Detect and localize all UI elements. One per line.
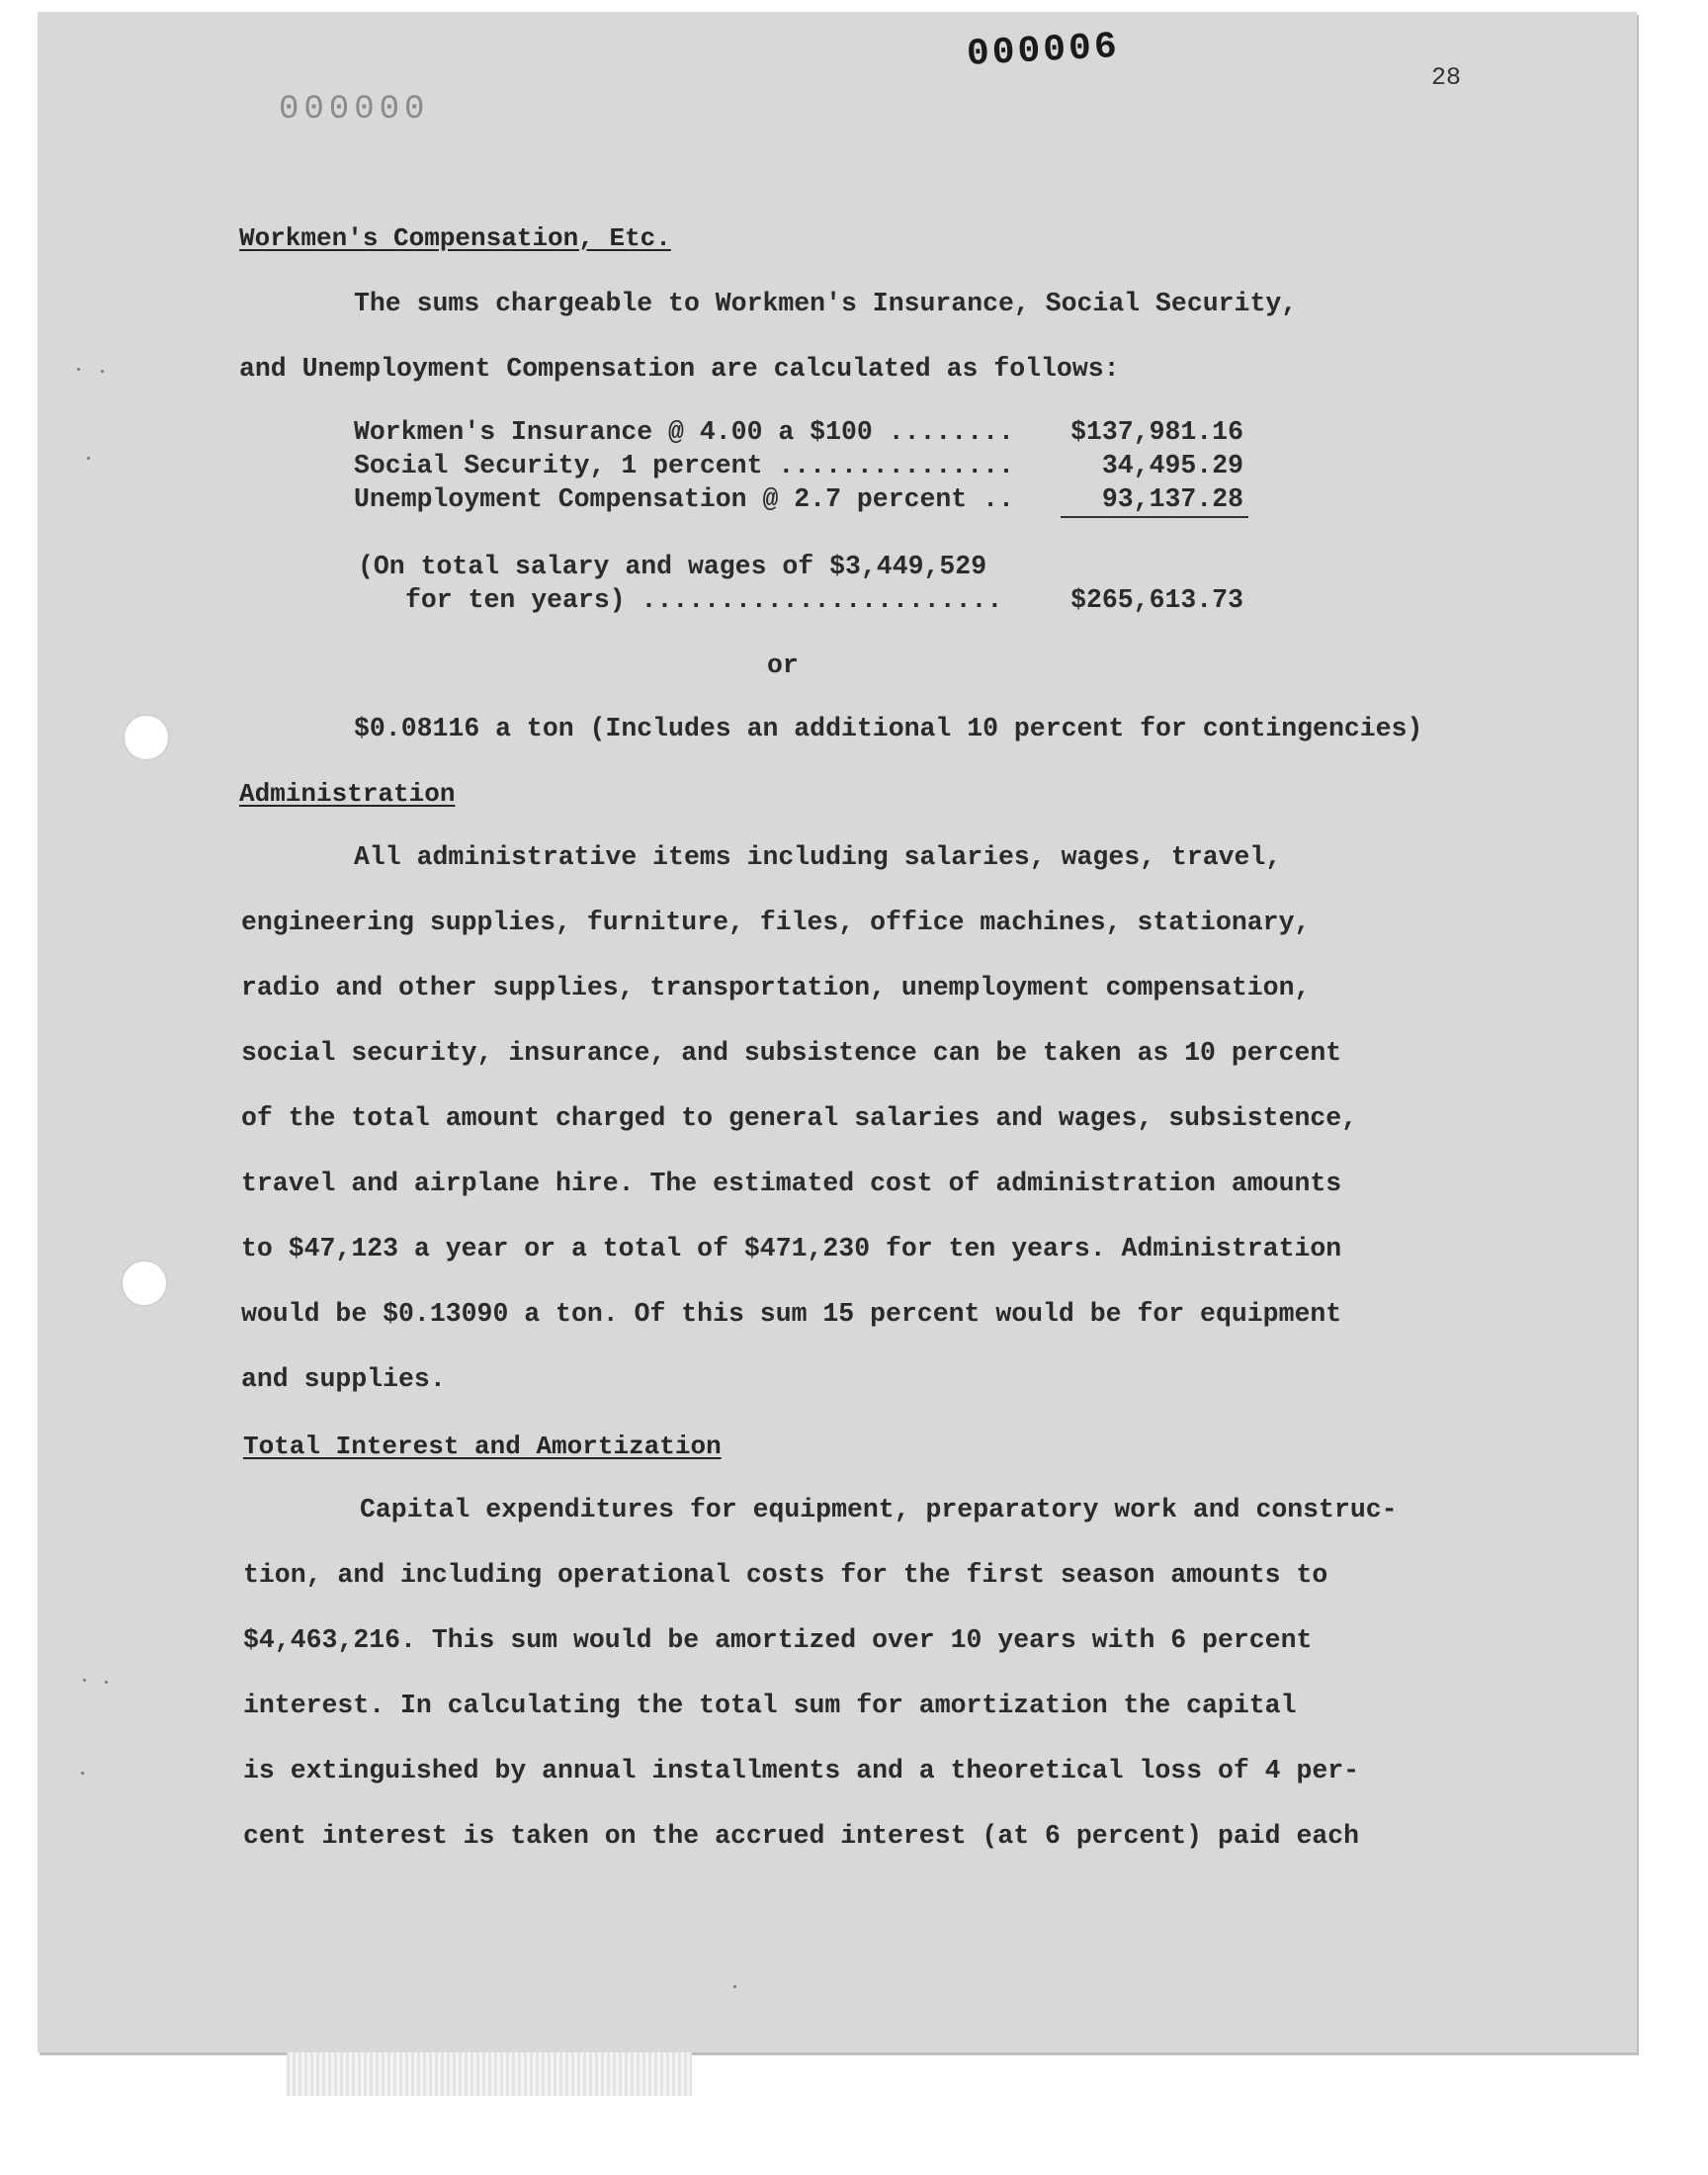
paragraph-line: cent interest is taken on the accrued interest (at 6 percent) paid each [243, 1821, 1360, 1851]
scan-artifact-strip [287, 2052, 692, 2096]
scan-speck [105, 1681, 108, 1684]
scan-speck [81, 1772, 84, 1775]
section-heading-interest: Total Interest and Amortization [243, 1432, 722, 1461]
paragraph-line: Capital expenditures for equipment, preparatory work and construc- [360, 1495, 1398, 1524]
section-heading-workmens: Workmen's Compensation, Etc. [239, 223, 671, 253]
scan-speck [77, 368, 80, 371]
table-row-label: Social Security, 1 percent ............... [354, 451, 1014, 480]
paragraph-line: engineering supplies, furniture, files, office machines, stationary, [241, 908, 1311, 937]
paragraph-line: is extinguished by annual installments and a theoretical loss of 4 per- [243, 1756, 1360, 1785]
paragraph-line: interest. In calculating the total sum for amortization the capital [243, 1691, 1297, 1720]
sum-underline [1061, 516, 1248, 518]
paragraph-line: of the total amount charged to general salaries and wages, subsistence, [241, 1103, 1358, 1133]
paragraph-line: radio and other supplies, transportation, unemployment compensation, [241, 973, 1311, 1002]
page-number: 28 [1431, 63, 1462, 92]
paragraph-line: would be $0.13090 a ton. Of this sum 15 percent would be for equipment [241, 1299, 1342, 1329]
serial-stamp-faint: 000000 [279, 91, 430, 129]
scan-speck [733, 1985, 736, 1988]
paragraph-line: The sums chargeable to Workmen's Insurance, Social Security, [354, 289, 1298, 318]
total-line: for ten years) ....................... [405, 585, 1003, 615]
scan-speck [101, 370, 104, 373]
paragraph-line: to $47,123 a year or a total of $471,230 for ten years. Administration [241, 1234, 1342, 1263]
table-row-amount: 34,495.29 [1101, 451, 1243, 480]
punch-hole-upper [123, 714, 170, 761]
or-separator: or [767, 651, 799, 680]
punch-hole-lower [121, 1260, 168, 1307]
section-heading-administration: Administration [239, 779, 456, 809]
per-ton-line: $0.08116 a ton (Includes an additional 10 percent for contingencies) [354, 714, 1423, 743]
serial-stamp: 000006 [965, 25, 1121, 77]
paragraph-line: and supplies. [241, 1364, 446, 1394]
paragraph-line: $4,463,216. This sum would be amortized over 10 years with 6 percent [243, 1625, 1313, 1655]
total-line: (On total salary and wages of $3,449,529 [358, 552, 987, 581]
paragraph-line: social security, insurance, and subsistence can be taken as 10 percent [241, 1038, 1342, 1068]
table-row-amount: $137,981.16 [1070, 417, 1243, 447]
paragraph-line: travel and airplane hire. The estimated cost of administration amounts [241, 1169, 1342, 1198]
paragraph-line: All administrative items including salaries, wages, travel, [354, 842, 1282, 872]
table-row-label: Unemployment Compensation @ 2.7 percent .. [354, 484, 1014, 514]
scan-speck [87, 457, 90, 460]
paragraph-line: tion, and including operational costs for the first season amounts to [243, 1560, 1328, 1590]
total-amount: $265,613.73 [1070, 585, 1243, 615]
paragraph-line: and Unemployment Compensation are calculated as follows: [239, 354, 1120, 384]
table-row-amount: 93,137.28 [1101, 484, 1243, 514]
table-row-label: Workmen's Insurance @ 4.00 a $100 ........ [354, 417, 1014, 447]
document-page [38, 12, 1637, 2052]
scan-speck [83, 1679, 86, 1682]
